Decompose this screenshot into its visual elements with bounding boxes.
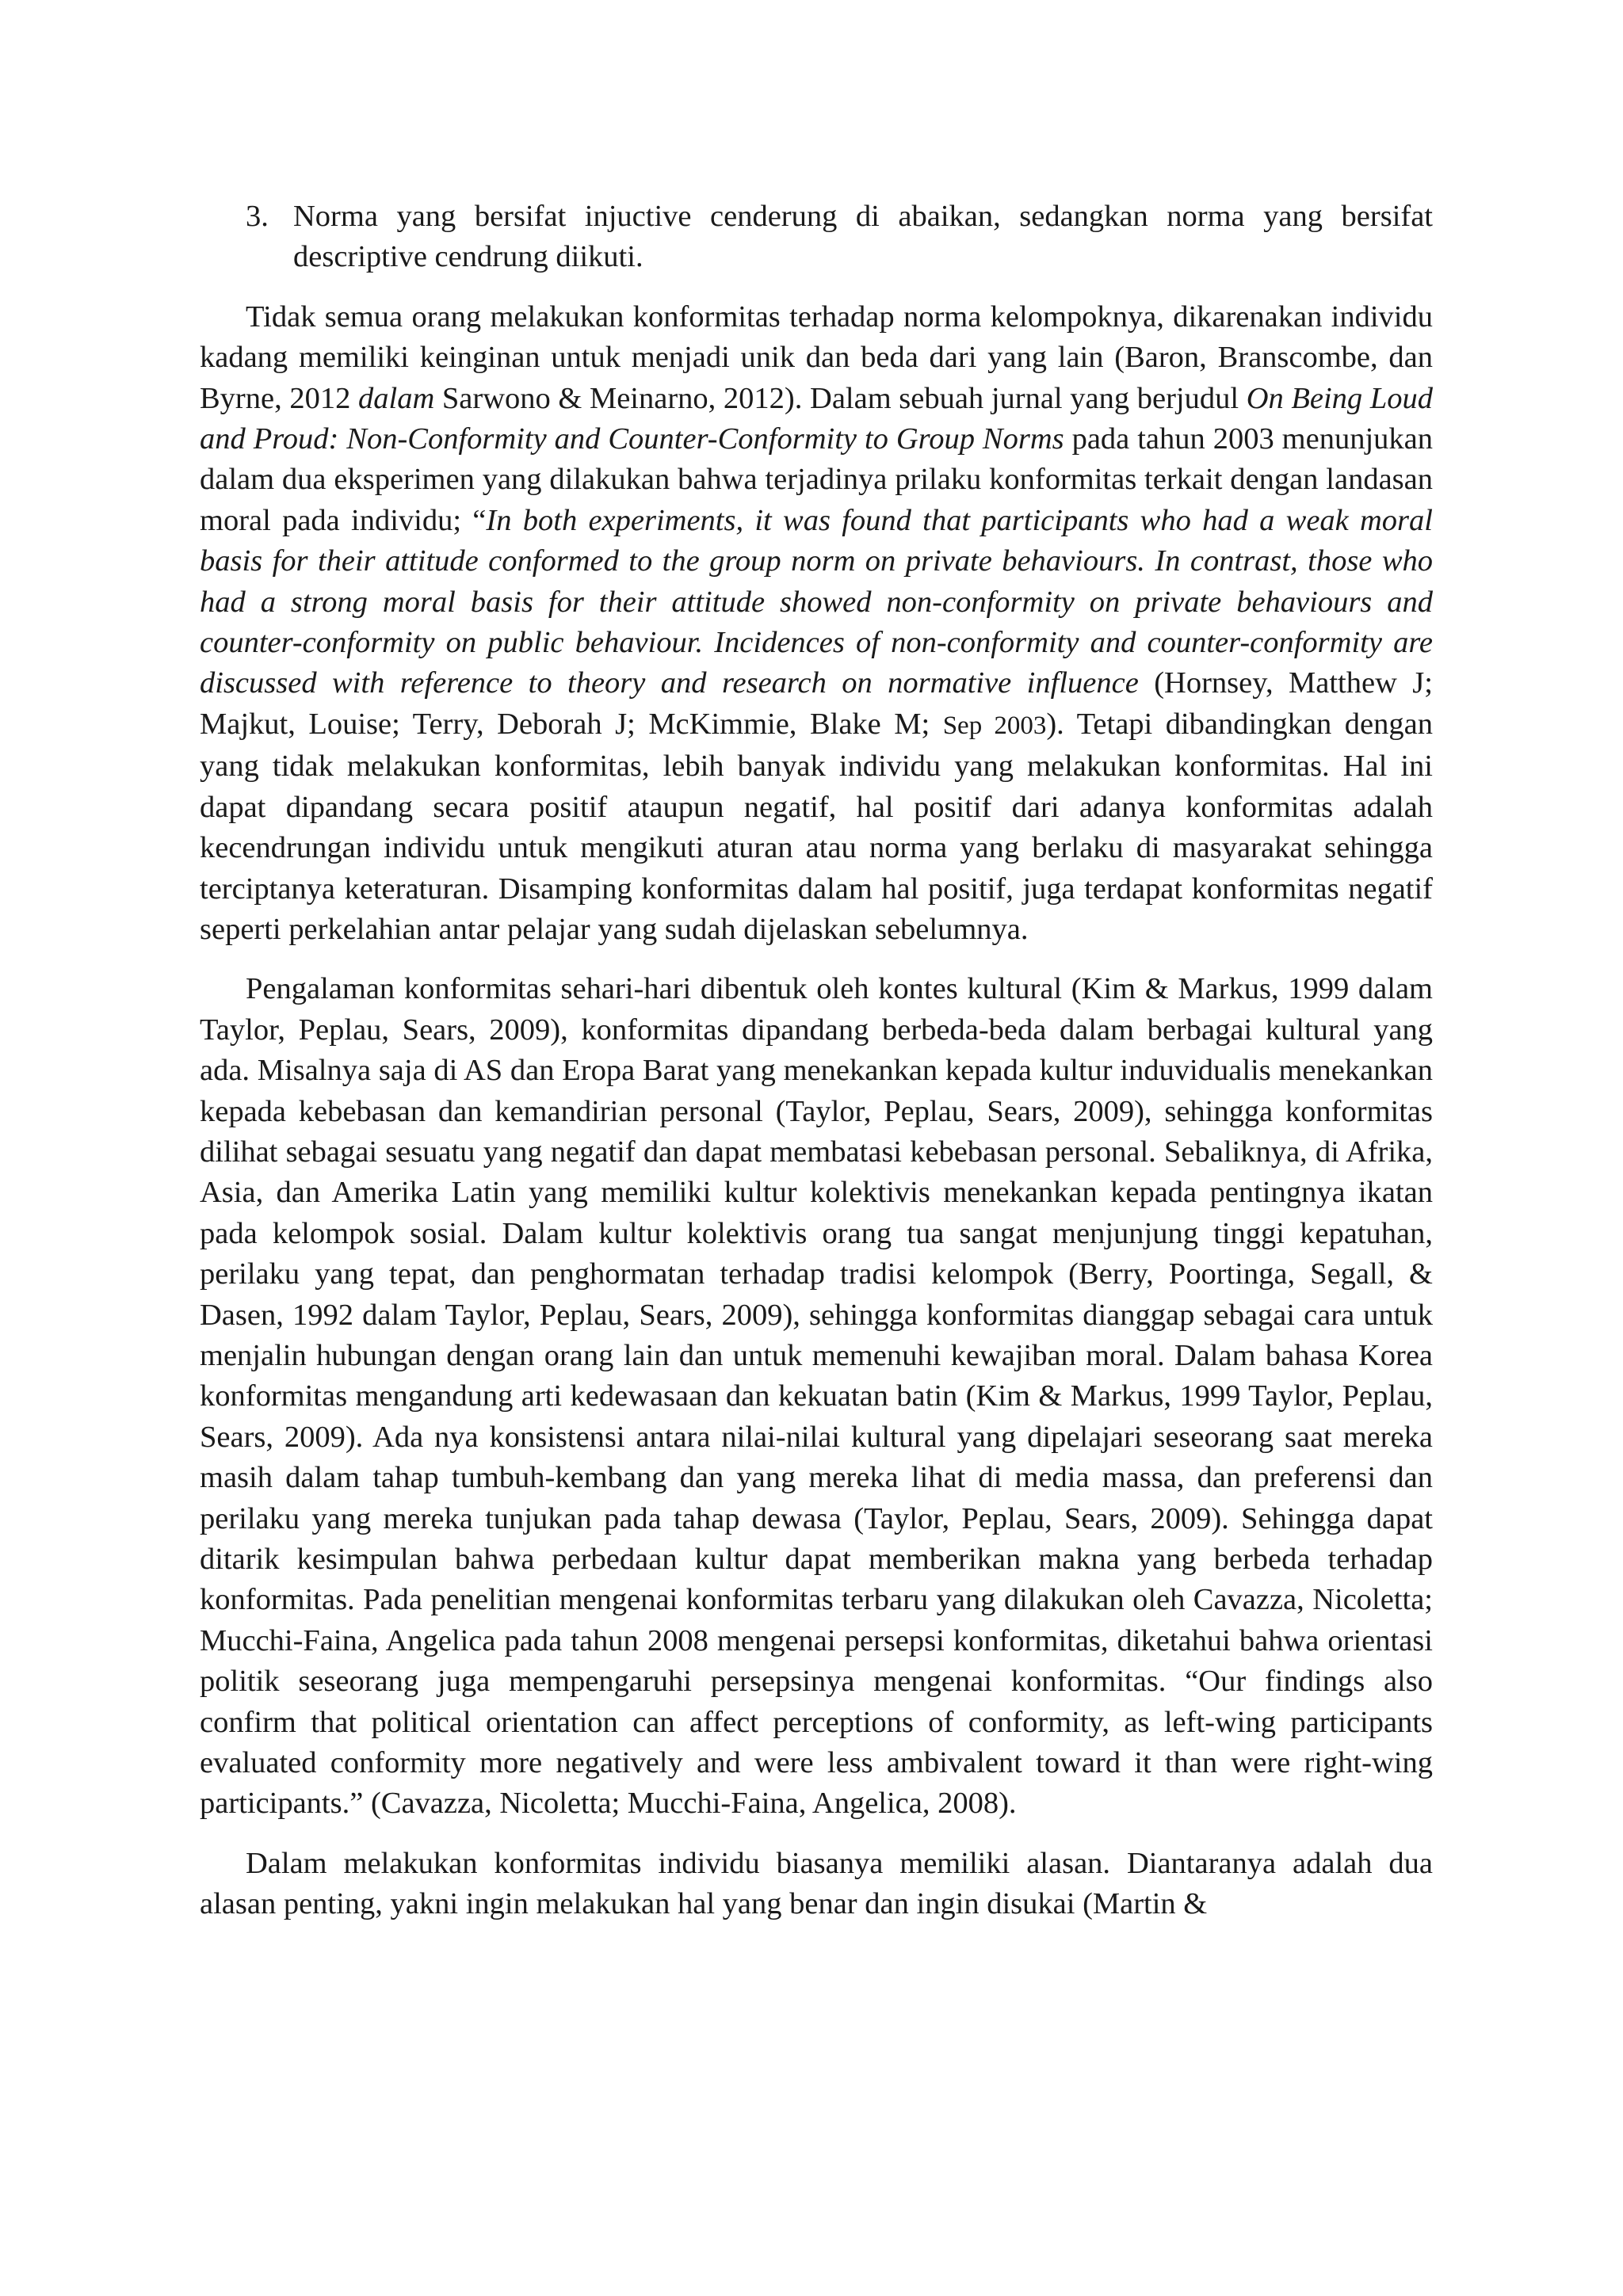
journal-title: On Being Loud and Proud: Non-Conformity and Counter-Conformity to Group Norms: [200, 381, 1433, 456]
para1-text-4: (Hornsey, Matthew J; Majkut, Louise; Terry, Deborah J; McKimmie, Blake M;: [200, 666, 1433, 741]
para1-text-5: ). Tetapi dibandingkan dengan yang tidak melakukan konformitas, lebih banyak individu yang melakukan konformitas. Hal ini dapat dipandang secara positif ataupun negatif, hal positif dari adanya konformitas adalah kecendrungan individu untuk mengikuti aturan atau norma yang berlaku di masyarakat sehingga terciptanya keteraturan. Disamping konformitas dalam hal positif, juga terdapat konformitas negatif seperti perkelahian antar pelajar yang sudah dijelaskan sebelumnya.: [200, 707, 1433, 946]
page-content: [200, 196, 1433, 1944]
paragraph-reasons: Dalam melakukan konformitas individu biasanya memiliki alasan. Diantaranya adalah dua alasan penting, yakni ingin melakukan hal yang benar dan ingin disukai (Martin &: [200, 1846, 1433, 1921]
list-number: 3.: [246, 200, 269, 233]
para1-text-3: pada tahun 2003 menunjukan dalam dua eksperimen yang dilakukan bahwa terjadinya prilaku konformitas terkait dengan landasan moral pada individu; “: [200, 422, 1434, 537]
list-item: [200, 196, 1433, 278]
para1-italic-dalam: dalam: [358, 381, 435, 415]
list-text: Norma yang bersifat injuctive cenderung di abaikan, sedangkan norma yang bersifat descriptive cendrung diikuti.: [293, 200, 1433, 274]
para1-text-2: Sarwono & Meinarno, 2012). Dalam sebuah jurnal yang berjudul: [434, 381, 1247, 415]
citation-date: Sep 2003: [942, 711, 1047, 740]
paragraph-conformity-uniqueness: [200, 297, 1433, 951]
para1-text-1: Tidak semua orang melakukan konformitas terhadap norma kelompoknya, dikarenakan individu kadang memiliki keinginan untuk menjadi unik dan beda dari yang lain (Baron, Branscombe, dan Byrne, 2012: [200, 299, 1433, 415]
journal-quote: In both experiments, it was found that participants who had a weak moral basis for their attitude conformed to the group norm on private behaviours. In contrast, those who had a strong moral basis for their attitude showed non-conformity on private behaviours and counter-conformity on public behaviour. Incidences of non-conformity and counter-conformity are discussed with reference to theory and research on normative influence: [200, 503, 1433, 700]
paragraph-cultural-context: Pengalaman konformitas sehari-hari dibentuk oleh kontes kultural (Kim & Markus, 1999 dalam Taylor, Peplau, Sears, 2009), konformitas dipandang berbeda-beda dalam berbagai kultural yang ada. Misalnya saja di AS dan Eropa Barat yang menekankan kepada kultur induvidualis menekankan kepada kebebasan dan kemandirian personal (Taylor, Peplau, Sears, 2009), sehingga konformitas dilihat sebagai sesuatu yang negatif dan dapat membatasi kebebasan personal. Sebaliknya, di Afrika, Asia, dan Amerika Latin yang memiliki kultur kolektivis menekankan kepada pentingnya ikatan pada kelompok sosial. Dalam kultur kolektivis orang tua sangat menjunjung tinggi kepatuhan, perilaku yang tepat, dan penghormatan terhadap tradisi kelompok (Berry, Poortinga, Segall, & Dasen, 1992 dalam Taylor, Peplau, Sears, 2009), sehingga konformitas dianggap sebagai cara untuk menjalin hubungan dengan orang lain dan untuk memenuhi kewajiban moral. Dalam bahasa Korea konformitas mengandung arti kedewasaan dan kekuatan batin (Kim & Markus, 1999 Taylor, Peplau, Sears, 2009). Ada nya konsistensi antara nilai-nilai kultural yang dipelajari seseorang saat mereka masih dalam tahap tumbuh-kembang dan yang mereka lihat di media massa, dan preferensi dan perilaku yang mereka tunjukan pada tahap dewasa (Taylor, Peplau, Sears, 2009). Sehingga dapat ditarik kesimpulan bahwa perbedaan kultur dapat memberikan makna yang berbeda terhadap konformitas. Pada penelitian mengenai konformitas terbaru yang dilakukan oleh Cavazza, Nicoletta; Mucchi-Faina, Angelica pada tahun 2008 mengenai persepsi konformitas, diketahui bahwa orientasi politik seseorang juga mempengaruhi persepsinya mengenai konformitas. “Our findings also confirm that political orientation can affect perceptions of conformity, as left-wing participants evaluated conformity more negatively and were less ambivalent toward it than were right-wing participants.” (Cavazza, Nicoletta; Mucchi-Faina, Angelica, 2008).: [200, 972, 1433, 1821]
